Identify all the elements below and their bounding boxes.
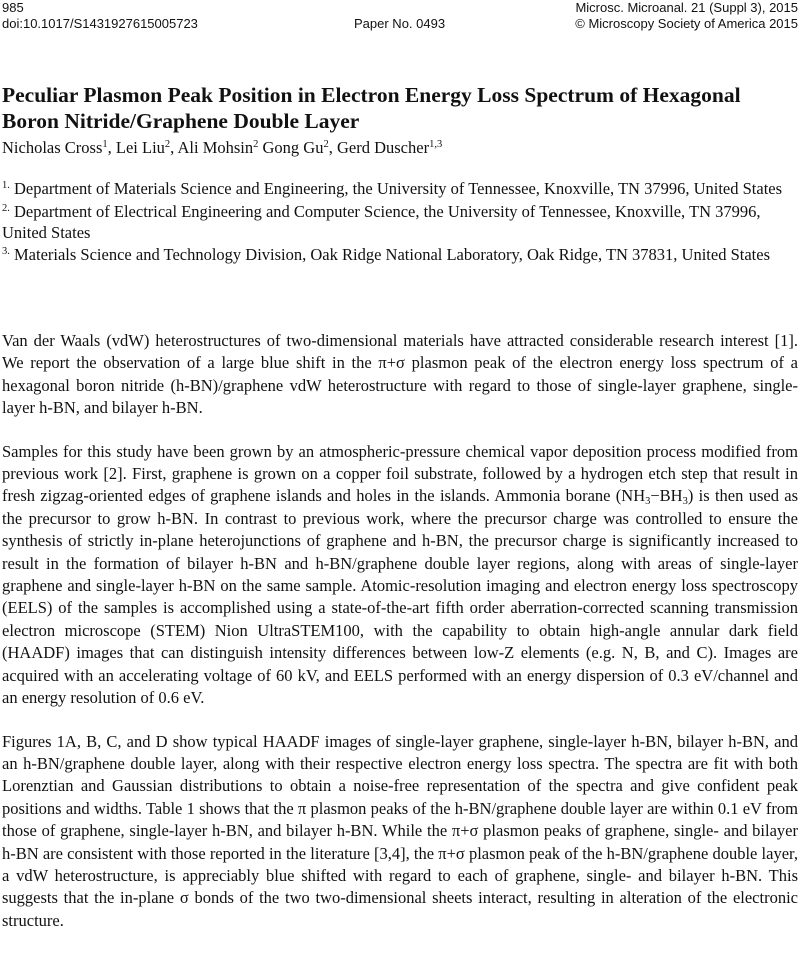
author-name: Gong Gu <box>262 138 324 157</box>
body-text <box>2 330 798 953</box>
author-name: Nicholas Cross <box>2 138 103 157</box>
paper-number: Paper No. 0493 <box>354 16 446 31</box>
affiliation-text: Department of Materials Science and Engineering, the University of Tennessee, Knoxville, TN 37996, United States <box>9 179 783 198</box>
author-affiliation-marker: 2 <box>164 139 171 150</box>
paragraph-text: −BH <box>650 486 683 506</box>
author-affiliation-marker: 2 <box>253 139 259 150</box>
author-affiliation-marker: 1,3 <box>429 139 443 150</box>
author-name: Gerd Duscher <box>336 138 430 157</box>
author-name: Ali Mohsin <box>177 138 254 157</box>
paragraph-results: Figures 1A, B, C, and D show typical HAADF images of single-layer graphene, single-layer h-BN, bilayer h-BN, and an h-BN/graphene double layer, along with their respective electron energy loss spectra. The spectra are fit with both Lorenztian and Gaussian distributions to obtain a noise-free representation of the spectra and give confident peak positions and widths. Table 1 shows that the π plasmon peaks of the h-BN/graphene double layer are within 0.1 eV from those of graphene, single-layer h-BN, and bilayer h-BN. While the π+σ plasmon peaks of graphene, single- and bilayer h-BN are consistent with those reported in the literature [3,4], the π+σ plasmon peak of the h-BN/graphene double layer, a vdW heterostructure, is appreciably blue shifted with regard to each of graphene, single- and bilayer h-BN. This suggests that the in-plane σ bonds of the two two-dimensional sheets interact, resulting in alteration of the electronic structure. <box>2 731 798 930</box>
author-name: Lei Liu <box>115 138 165 157</box>
author-affiliation-marker: 2 <box>323 139 329 150</box>
affiliation <box>2 244 798 265</box>
subscript: 3 <box>645 496 651 508</box>
paragraph-methods <box>2 441 798 710</box>
paragraph-intro: Van der Waals (vdW) heterostructures of two-dimensional materials have attracted considerable research interest [1]. We report the observation of a large blue shift in the π+σ plasmon peak of the electron energy loss spectrum of a hexagonal boron nitride (h-BN)/graphene vdW heterostructure with regard to those of single-layer graphene, single-layer h-BN, and bilayer h-BN. <box>2 331 798 418</box>
author-separator: , <box>170 138 178 157</box>
author-list <box>2 138 442 158</box>
affiliation-number: 1. <box>2 180 10 191</box>
author-separator: , <box>107 138 116 157</box>
page-number: 985 <box>2 0 24 15</box>
affiliation <box>2 178 798 199</box>
affiliation-number: 2. <box>2 202 10 214</box>
affiliation <box>2 201 798 244</box>
author-affiliation-marker: 1 <box>102 139 108 150</box>
paper-title: Peculiar Plasmon Peak Position in Electron Energy Loss Spectrum of Hexagonal Boron Nitride/Graphene Double Layer <box>2 83 741 134</box>
affiliation-number: 3. <box>2 246 10 258</box>
affiliation-text: Department of Electrical Engineering and Computer Science, the University of Tennessee, Knoxville, TN 37996, United States <box>2 201 761 242</box>
affiliation-list <box>2 178 798 267</box>
copyright-notice: © Microscopy Society of America 2015 <box>575 16 798 31</box>
journal-citation: Microsc. Microanal. 21 (Suppl 3), 2015 <box>575 0 798 15</box>
author-separator: , <box>328 138 337 157</box>
doi-link[interactable]: doi:10.1017/S1431927615005723 <box>2 16 198 31</box>
paragraph-text: Samples for this study have been grown by an atmospheric-pressure chemical vapor deposition process modified from previous work [2]. First, graphene is grown on a copper foil substrate, followed by a hydrogen etch step that result in fresh zigzag-oriented edges of graphene islands and holes in the islands. Ammonia borane (NH <box>2 441 798 506</box>
paragraph-text: ) is then used as the precursor to grow h-BN. In contrast to previous work, where the precursor charge was controlled to ensure the synthesis of strictly in-plane heterojunctions of graphene and h-BN, the precursor charge is significantly increased to result in the formation of bilayer h-BN and h-BN/graphene double layer regions, along with areas of single-layer graphene and single-layer h-BN on the same sample. Atomic-resolution imaging and electron energy loss spectroscopy (EELS) of the samples is accomplished using a state-of-the-art fifth order aberration-corrected scanning transmission electron microscope (STEM) Nion UltraSTEM100, with the capability to obtain high-angle annular dark field (HAADF) images that can distinguish intensity differences between low-Z elements (e.g. N, B, and C). Images are acquired with an accelerating voltage of 60 kV, and EELS performed with an energy dispersion of 0.3 eV/channel and an energy resolution of 0.6 eV. <box>2 486 798 708</box>
affiliation-text: Materials Science and Technology Division, Oak Ridge National Laboratory, Oak Ridge, TN 37831, United States <box>9 245 771 265</box>
subscript: 3 <box>682 496 688 508</box>
